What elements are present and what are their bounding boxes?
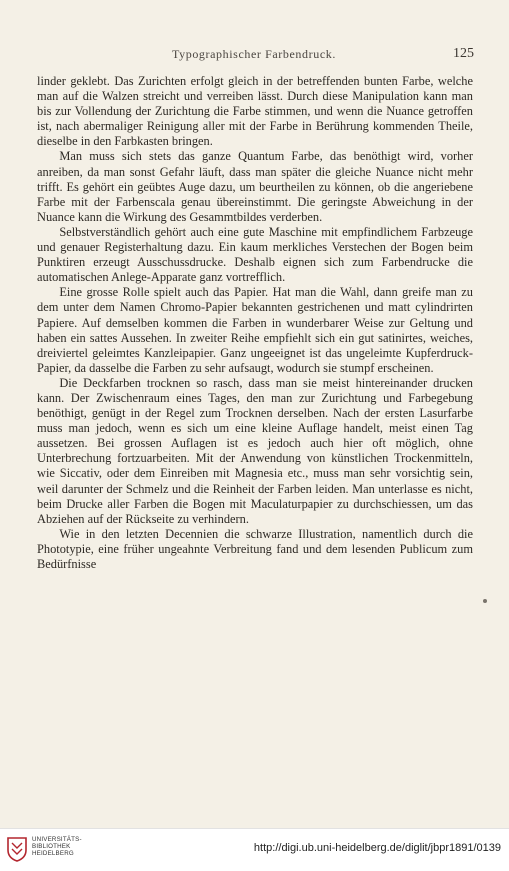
paragraph: Wie in den letzten Decennien die schwarze Illustration, namentlich durch die Phototypie, eine früher ungeahnte Verbreitung fand und dem lesenden Publicum zum Bedürfnisse <box>37 526 473 571</box>
paragraph: Die Deckfarben trocknen so rasch, dass man sie meist hintereinander drucken kann. Der Zwischenraum eines Tages, den man zur Zurichtung und Farbegebung benöthigt, genügt in der Regel zum Trocknen derselben. Nach der ersten Lasurfarbe muss man jedoch, wenn es sich um eine kleine Auflage handelt, meist einen Tag aussetzen. Bei grossen Auflagen ist es jedoch auch hier oft möglich, ohne Unterbrechung fortzuarbeiten. Mit der Anwendung von künstlichen Trockenmitteln, wie Siccativ, oder dem Einreiben mit Magnesia etc., muss man sehr vorsichtig sein, weil darunter der Schmelz und die Reinheit der Farben leiden. Man unterlasse es nicht, beim Drucke aller Farben die Bogen mit Maculaturpapier zu durchschiessen, um das Abziehen auf der Rückseite zu verhindern. <box>37 375 473 526</box>
body-text <box>37 74 473 572</box>
paragraph: Selbstverständlich gehört auch eine gute Maschine mit empfindlichem Farbzeuge und genauer Registerhaltung dazu. Ein kaum merkliches Verstechen der Bogen beim Punktiren erzeugt Ausschussdrucke. Deshalb eignen sich zum Farbendrucke die automatischen Anlege-Apparate ganz vortrefflich. <box>37 224 473 285</box>
running-title: Typographischer Farbendruck. <box>172 47 336 61</box>
permalink-url[interactable]: http://digi.ub.uni-heidelberg.de/diglit/jbpr1891/0139 <box>253 842 501 854</box>
paragraph: Eine grosse Rolle spielt auch das Papier. Hat man die Wahl, dann greife man zu dem unter dem Namen Chromo-Papier bekannten gestrichenen und matt cylindrirten Papiere. Auf demselben kommen die Farben in wunderbarer Weise zur Geltung und haben ein sattes Aussehen. In zweiter Reihe empfiehlt sich ein gut satinirtes, weiches, dreiviertel geleimtes Kanzleipapier. Ganz ungeeignet ist das ungeleimte Kupferdruck-Papier, da dasselbe die Farben zu sehr aufsaugt, wodurch sie stumpf erscheinen. <box>37 285 473 375</box>
page-number: 125 <box>453 46 474 61</box>
margin-mark <box>483 599 487 603</box>
logo-line: BIBLIOTHEK <box>32 843 71 850</box>
paragraph-continued: linder geklebt. Das Zurichten erfolgt gleich in der betreffenden bunten Farbe, welche man auf die Walzen streicht und verreiben lässt. Durch diese Manipulation kann man bis zur Vollendung der Zurichtung die Farbe stimmen, und wenn die Nuance getroffen ist, nach abermaliger Reinigung aller mit der Farbe in Berührung kommenden Theile, dieselbe in den Farbkasten bringen. <box>37 74 473 149</box>
running-head <box>34 45 474 63</box>
logo-line: HEIDELBERG <box>32 850 74 857</box>
digitization-footer <box>0 828 509 871</box>
library-logo-text <box>32 836 82 857</box>
library-seal-icon <box>6 836 28 862</box>
paragraph: Man muss sich stets das ganze Quantum Farbe, das benöthigt wird, vorher anreiben, da man sonst Gefahr läuft, dass man später die gleiche Nuance nicht mehr trifft. Es gehört ein geübtes Auge dazu, um beurtheilen zu können, ob die angeriebene Farbe mit der Farbenscala genau übereinstimmt. Die geringste Abweichung in der Nuance kann die Wirkung des Gesammtbildes verderben. <box>37 149 473 224</box>
logo-line: UNIVERSITÄTS- <box>32 836 82 843</box>
